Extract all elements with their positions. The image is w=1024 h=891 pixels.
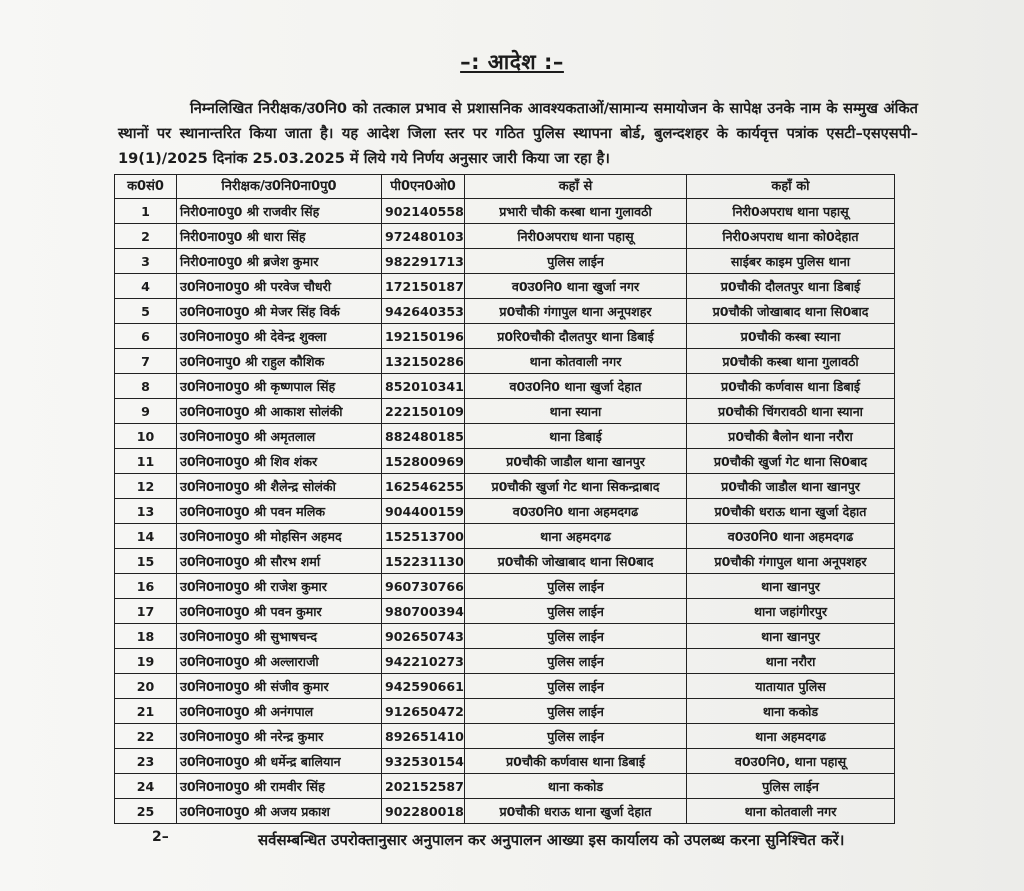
pno-cell: 902140558 [382,199,465,224]
officer-name-cell: उ0नि0ना0पु0 श्री शिव शंकर [177,449,382,474]
serial-cell: 8 [115,374,177,399]
table-row [115,424,895,449]
from-cell: प्र0चौकी खुर्जा गेट थाना सिकन्द्राबाद [465,474,687,499]
from-cell: प्रभारी चौकी कस्बा थाना गुलावठी [465,199,687,224]
to-cell: थाना नरौरा [687,649,895,674]
pno-cell: 132150286 [382,349,465,374]
table-row [115,624,895,649]
to-cell: प्र0चौकी गंगापुल थाना अनूपशहर [687,549,895,574]
serial-cell: 16 [115,574,177,599]
serial-cell: 24 [115,774,177,799]
order-heading: –: आदेश :– [460,50,564,74]
officer-name-cell: उ0नि0ना0पु0 श्री आकाश सोलंकी [177,399,382,424]
footer-instruction: सर्वसम्बन्धित उपरोक्तानुसार अनुपालन कर अनुपालन आख्या इस कार्यालय को उपलब्ध करना सुनिश्चित करें। [258,831,845,849]
officer-name-cell: उ0नि0ना0पु0 श्री अजय प्रकाश [177,799,382,824]
pno-cell: 852010341 [382,374,465,399]
pno-cell: 932530154 [382,749,465,774]
officer-name-cell: उ0नि0ना0पु0 श्री संजीव कुमार [177,674,382,699]
officer-name-cell: उ0नि0ना0पु0 श्री कृष्णपाल सिंह [177,374,382,399]
pno-cell: 904400159 [382,499,465,524]
from-cell: पुलिस लाईन [465,674,687,699]
serial-cell: 2 [115,224,177,249]
serial-cell: 21 [115,699,177,724]
table-row [115,499,895,524]
officer-name-cell: उ0नि0ना0पु0 श्री अल्लाराजी [177,649,382,674]
serial-cell: 23 [115,749,177,774]
header-to: कहाँ को [687,175,895,199]
pno-cell: 192150196 [382,324,465,349]
table-row [115,474,895,499]
from-cell: थाना अहमदगढ [465,524,687,549]
to-cell: प्र0चौकी खुर्जा गेट थाना सि0बाद [687,449,895,474]
order-intro-paragraph: निम्नलिखित निरीक्षक/उ0नि0 को तत्काल प्रभाव से प्रशासनिक आवश्यकताओं/सामान्य समायोजन के सापेक्ष उनके नाम के सम्मुख अंकित स्थानों पर स्थानान्तरित किया जाता है। यह आदेश जिला स्तर पर गठित पुलिस स्थापना बोर्ड, बुलन्दशहर के कार्यवृत्त पत्रांक एसटी–एसएसपी–19(1)/2025 दिनांक 25.03.2025 में लिये गये निर्णय अनुसार जारी किया जा रहा है। [118,100,918,167]
from-cell: प्र0चौकी जाडौल थाना खानपुर [465,449,687,474]
to-cell: प्र0चौकी धराऊ थाना खुर्जा देहात [687,499,895,524]
officer-name-cell: उ0नि0ना0पु0 श्री राजेश कुमार [177,574,382,599]
serial-cell: 3 [115,249,177,274]
to-cell: प्र0चौकी कस्बा स्याना [687,324,895,349]
table-body [115,199,895,824]
from-cell: प्र0चौकी जोखाबाद थाना सि0बाद [465,549,687,574]
pno-cell: 960730766 [382,574,465,599]
from-cell: पुलिस लाईन [465,699,687,724]
to-cell: थाना खानपुर [687,574,895,599]
table-row [115,249,895,274]
officer-name-cell: उ0नि0ना0पु0 श्री पवन मलिक [177,499,382,524]
from-cell: पुलिस लाईन [465,249,687,274]
table-row [115,399,895,424]
pno-cell: 942590661 [382,674,465,699]
table-row [115,749,895,774]
to-cell: निरी0अपराध थाना पहासू [687,199,895,224]
table-row [115,599,895,624]
officer-name-cell: निरी0ना0पु0 श्री धारा सिंह [177,224,382,249]
table-row [115,374,895,399]
to-cell: थाना कोतवाली नगर [687,799,895,824]
table-row [115,774,895,799]
serial-cell: 1 [115,199,177,224]
pno-cell: 982291713 [382,249,465,274]
officer-name-cell: उ0नि0ना0पु0 श्री देवेन्द्र शुक्ला [177,324,382,349]
transfer-table [114,174,895,824]
pno-cell: 902650743 [382,624,465,649]
to-cell: व0उ0नि0 थाना अहमदगढ [687,524,895,549]
table-row [115,649,895,674]
pno-cell: 152231130 [382,549,465,574]
from-cell: थाना स्याना [465,399,687,424]
from-cell: व0उ0नि0 थाना अहमदगढ [465,499,687,524]
serial-cell: 17 [115,599,177,624]
from-cell: व0उ0नि0 थाना खुर्जा नगर [465,274,687,299]
to-cell: थाना खानपुर [687,624,895,649]
pno-cell: 912650472 [382,699,465,724]
pno-cell: 222150109 [382,399,465,424]
pno-cell: 882480185 [382,424,465,449]
table-row [115,324,895,349]
serial-cell: 13 [115,499,177,524]
from-cell: थाना ककोड [465,774,687,799]
officer-name-cell: उ0नि0ना0पु0 श्री सौरभ शर्मा [177,549,382,574]
to-cell: निरी0अपराध थाना को0देहात [687,224,895,249]
pno-cell: 942210273 [382,649,465,674]
header-serial: क0सं0 [115,175,177,199]
serial-cell: 9 [115,399,177,424]
pno-cell: 980700394 [382,599,465,624]
serial-cell: 20 [115,674,177,699]
officer-name-cell: निरी0ना0पु0 श्री राजवीर सिंह [177,199,382,224]
from-cell: पुलिस लाईन [465,724,687,749]
table-row [115,349,895,374]
table-row [115,799,895,824]
table-row [115,699,895,724]
to-cell: पुलिस लाईन [687,774,895,799]
serial-cell: 10 [115,424,177,449]
officer-name-cell: उ0नि0ना0पु0 श्री धर्मेन्द्र बालियान [177,749,382,774]
table-row [115,299,895,324]
to-cell: थाना अहमदगढ [687,724,895,749]
to-cell: व0उ0नि0, थाना पहासू [687,749,895,774]
officer-name-cell: उ0नि0ना0पु0 श्री मेजर सिंह विर्क [177,299,382,324]
table-row [115,274,895,299]
to-cell: प्र0चौकी बैलोन थाना नरौरा [687,424,895,449]
from-cell: निरी0अपराध थाना पहासू [465,224,687,249]
table-row [115,674,895,699]
serial-cell: 18 [115,624,177,649]
officer-name-cell: उ0नि0ना0पु0 श्री शैलेन्द्र सोलंकी [177,474,382,499]
table-row [115,549,895,574]
officer-name-cell: उ0नि0ना0पु0 श्री परवेज चौधरी [177,274,382,299]
from-cell: प्र0रि0चौकी दौलतपुर थाना डिबाई [465,324,687,349]
pno-cell: 152513700 [382,524,465,549]
table-header-row [115,175,895,199]
to-cell: साईबर काइम पुलिस थाना [687,249,895,274]
to-cell: प्र0चौकी कस्बा थाना गुलावठी [687,349,895,374]
serial-cell: 25 [115,799,177,824]
from-cell: प्र0चौकी धराऊ थाना खुर्जा देहात [465,799,687,824]
pno-cell: 972480103 [382,224,465,249]
from-cell: प्र0चौकी गंगापुल थाना अनूपशहर [465,299,687,324]
serial-cell: 14 [115,524,177,549]
table-row [115,574,895,599]
officer-name-cell: उ0नि0ना0पु0 श्री मोहसिन अहमद [177,524,382,549]
officer-name-cell: उ0नि0ना0पु0 श्री सुभाषचन्द [177,624,382,649]
pno-cell: 202152587 [382,774,465,799]
footer-number: 2– [152,829,169,845]
serial-cell: 19 [115,649,177,674]
from-cell: पुलिस लाईन [465,599,687,624]
officer-name-cell: उ0नि0ना0पु0 श्री अनंगपाल [177,699,382,724]
pno-cell: 162546255 [382,474,465,499]
officer-name-cell: उ0नि0ना0पु0 श्री अमृतलाल [177,424,382,449]
serial-cell: 7 [115,349,177,374]
table-row [115,449,895,474]
serial-cell: 12 [115,474,177,499]
table-row [115,724,895,749]
table-row [115,224,895,249]
from-cell: पुलिस लाईन [465,649,687,674]
serial-cell: 4 [115,274,177,299]
to-cell: यातायात पुलिस [687,674,895,699]
officer-name-cell: उ0नि0ना0पु0 श्री पवन कुमार [177,599,382,624]
from-cell: पुलिस लाईन [465,624,687,649]
serial-cell: 5 [115,299,177,324]
header-officer: निरीक्षक/उ0नि0ना0पु0 [177,175,382,199]
serial-cell: 15 [115,549,177,574]
officer-name-cell: उ0नि0ना0पु0 श्री नरेन्द्र कुमार [177,724,382,749]
serial-cell: 11 [115,449,177,474]
header-pno: पी0एन0ओ0 [382,175,465,199]
to-cell: प्र0चौकी जोखाबाद थाना सि0बाद [687,299,895,324]
officer-name-cell: निरी0ना0पु0 श्री ब्रजेश कुमार [177,249,382,274]
to-cell: थाना ककोड [687,699,895,724]
pno-cell: 172150187 [382,274,465,299]
pno-cell: 902280018 [382,799,465,824]
pno-cell: 152800969 [382,449,465,474]
serial-cell: 6 [115,324,177,349]
to-cell: प्र0चौकी जाडौल थाना खानपुर [687,474,895,499]
to-cell: प्र0चौकी चिंगरावठी थाना स्याना [687,399,895,424]
header-from: कहाँ से [465,175,687,199]
to-cell: थाना जहांगीरपुर [687,599,895,624]
from-cell: थाना डिबाई [465,424,687,449]
table-row [115,199,895,224]
to-cell: प्र0चौकी कर्णवास थाना डिबाई [687,374,895,399]
pno-cell: 892651410 [382,724,465,749]
from-cell: पुलिस लाईन [465,574,687,599]
serial-cell: 22 [115,724,177,749]
officer-name-cell: उ0नि0नापु0 श्री राहुल कौशिक [177,349,382,374]
from-cell: थाना कोतवाली नगर [465,349,687,374]
table-row [115,524,895,549]
from-cell: प्र0चौकी कर्णवास थाना डिबाई [465,749,687,774]
from-cell: व0उ0नि0 थाना खुर्जा देहात [465,374,687,399]
pno-cell: 942640353 [382,299,465,324]
officer-name-cell: उ0नि0ना0पु0 श्री रामवीर सिंह [177,774,382,799]
to-cell: प्र0चौकी दौलतपुर थाना डिबाई [687,274,895,299]
